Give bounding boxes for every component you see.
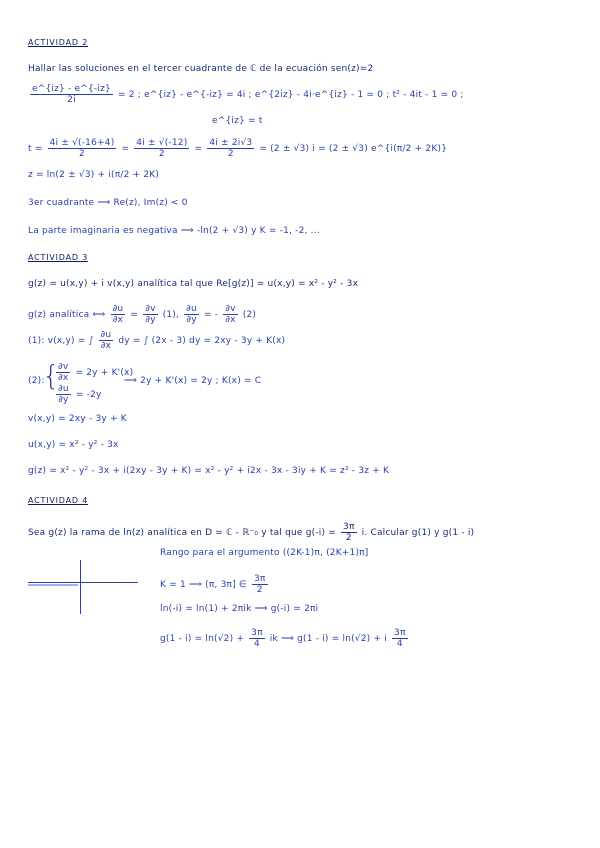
- equation-expansion: $\frac{e\^{}\{iz\} - e\^{}\{-iz\}}{2i}$ = 2 ; e^{iz} - e^{-iz} = 4i ; e^{2iz} - 4i·e^{iz} - 1 = 0 ; t² - 4it - 1 = 0 ;: [32, 84, 464, 105]
- log-minus-i: ln(-i) = ln(1) + 2πik ⟹ g(-i) = 2πi: [160, 604, 319, 614]
- actividad-4-heading: ACTIVIDAD 4: [28, 496, 89, 505]
- substitution-note: e^{iz} = t: [212, 116, 263, 126]
- third-quadrant-condition: 3er cuadrante ⟹ Re(z), Im(z) < 0: [28, 198, 188, 208]
- fraction: $\frac{e\^{}\{iz\} - e\^{}\{-iz\}}{2i}$: [32, 84, 111, 105]
- integration-step: (1): v(x,y) = ∫ $\frac{\partial u}{\partial x}$ dy = ∫ (2x - 3) dy = 2xy - 3y + K(x): [28, 330, 286, 351]
- notes-page: ACTIVIDAD 2 Hallar las soluciones en el tercer cuadrante de ℂ de la ecuación sen(z)=2 $\frac{e\^{}\{iz\} - e\^{}\{-iz\}}{2i}$ = 2 ; e^{iz} - e^{-iz} = 4i ; e^{2iz} - 4i·e^{iz} - 1 = 0 ; t² - 4it - 1 = 0 ; e^{iz} = t t = $\frac{4i \pm √(-16+4)}{2}$ = $\frac{4i \pm √(-12)}{2}$ = $\frac{4i \pm 2i√3}{2}$ = (2 ± √3) i = (2 ± √3) e^{i(π/2 + 2K)} z = ln(2 ± √3) + i(π/2 + 2K) 3er cuadrante ⟹ Re(z), Im(z) < 0 La parte imaginaria es negativa ⟹ -ln(2 + √3) y K = -1, -2, ... ACTIVIDAD 3 g(z) = u(x,y) + i v(x,y) analítica tal que Re[g(z)] = u(x,y) = x² - y² - 3x g(z) analítica ⟺ $\frac{\partial u}{\partial x}$ = $\frac{\partial v}{\partial y}$ (1), $\frac{\partial u}{\partial y}$ = - $\frac{\partial v}{\partial x}$ (2) (1): v(x,y) = ∫ $\frac{\partial u}{\partial x}$ dy = ∫ (2x - 3) dy = 2xy - 3y + K(x) (2): { $\frac{\partial v}{\partial x}$ = 2y + K'(x) $\frac{\partial u}{\partial y}$ = -2y ⟹ 2y + K'(x) = 2y ; K(x) = C v(x,y) = 2xy - 3y + K u(x,y) = x² - y² - 3x g(z) = x² - y² - 3x + i(2xy - 3y + K) = x² - y² + i2x - 3x - 3iy + K = z² - 3z + K ACTIVIDAD 4 Sea g(z) la rama de ln(z) analítica en D = ℂ - ℝ⁻₀ y tal que g(-i) = $\frac{3\pi}{2}$ i. Calcular g(1) y g(1 - i) Rango para el argumento ((2K-1)π, (2K+1)π] K = 1 ⟹ (π, 3π] ∈ $\frac{3\pi}{2}$ ln(-i) = ln(1) + 2πik ⟹ g(-i) = 2πi g(1 - i) = ln(√2) + $\frac{3\pi}{4}$ ik ⟹ g(1 - i) = ln(√2) + i $\frac{3\pi}{4}$: [28, 38, 475, 649]
- negative-real-axis-cut: [28, 584, 78, 586]
- actividad-4-statement: Sea g(z) la rama de ln(z) analítica en D = ℂ - ℝ⁻₀ y tal que g(-i) = $\frac{3\pi}{2}$ i. Calcular g(1) y g(1 - i): [28, 522, 475, 543]
- imaginary-axis: [80, 560, 81, 614]
- argument-range: Rango para el argumento ((2K-1)π, (2K+1)π]: [160, 548, 369, 558]
- complex-plane-sketch: [28, 560, 140, 614]
- u-function: u(x,y) = x² - y² - 3x: [28, 440, 119, 450]
- g-function-result: g(z) = x² - y² - 3x + i(2xy - 3y + K) = x² - y² + i2x - 3x - 3iy + K = z² - 3z + K: [28, 466, 390, 476]
- actividad-2-heading: ACTIVIDAD 2: [28, 38, 89, 47]
- v-function: v(x,y) = 2xy - 3y + K: [28, 414, 127, 424]
- quadratic-solution: t = $\frac{4i \pm √(-16+4)}{2}$ = $\frac{4i \pm √(-12)}{2}$ = $\frac{4i \pm 2i√3}{2}$ = (2 ± √3) i = (2 ± √3) e^{i(π/2 + 2K)}: [28, 138, 448, 159]
- g-one-minus-i: g(1 - i) = ln(√2) + $\frac{3\pi}{4}$ ik ⟹ g(1 - i) = ln(√2) + i $\frac{3\pi}{4}$: [160, 628, 406, 649]
- imaginary-part-note: La parte imaginaria es negativa ⟹ -ln(2 + √3) y K = -1, -2, ...: [28, 226, 320, 236]
- real-axis: [28, 582, 138, 583]
- actividad-3-heading: ACTIVIDAD 3: [28, 253, 89, 262]
- actividad-3-statement: g(z) = u(x,y) + i v(x,y) analítica tal que Re[g(z)] = u(x,y) = x² - y² - 3x: [28, 279, 359, 289]
- z-solution: z = ln(2 ± √3) + i(π/2 + 2K): [28, 170, 160, 180]
- cauchy-riemann: g(z) analítica ⟺ $\frac{\partial u}{\partial x}$ = $\frac{\partial v}{\partial y}$ (1), $\frac{\partial u}{\partial y}$ = - $\frac{\partial v}{\partial x}$ (2): [28, 304, 257, 325]
- k-equals-one: K = 1 ⟹ (π, 3π] ∈ $\frac{3\pi}{2}$: [160, 574, 266, 595]
- actividad-2-statement: Hallar las soluciones en el tercer cuadrante de ℂ de la ecuación sen(z)=2: [28, 64, 374, 74]
